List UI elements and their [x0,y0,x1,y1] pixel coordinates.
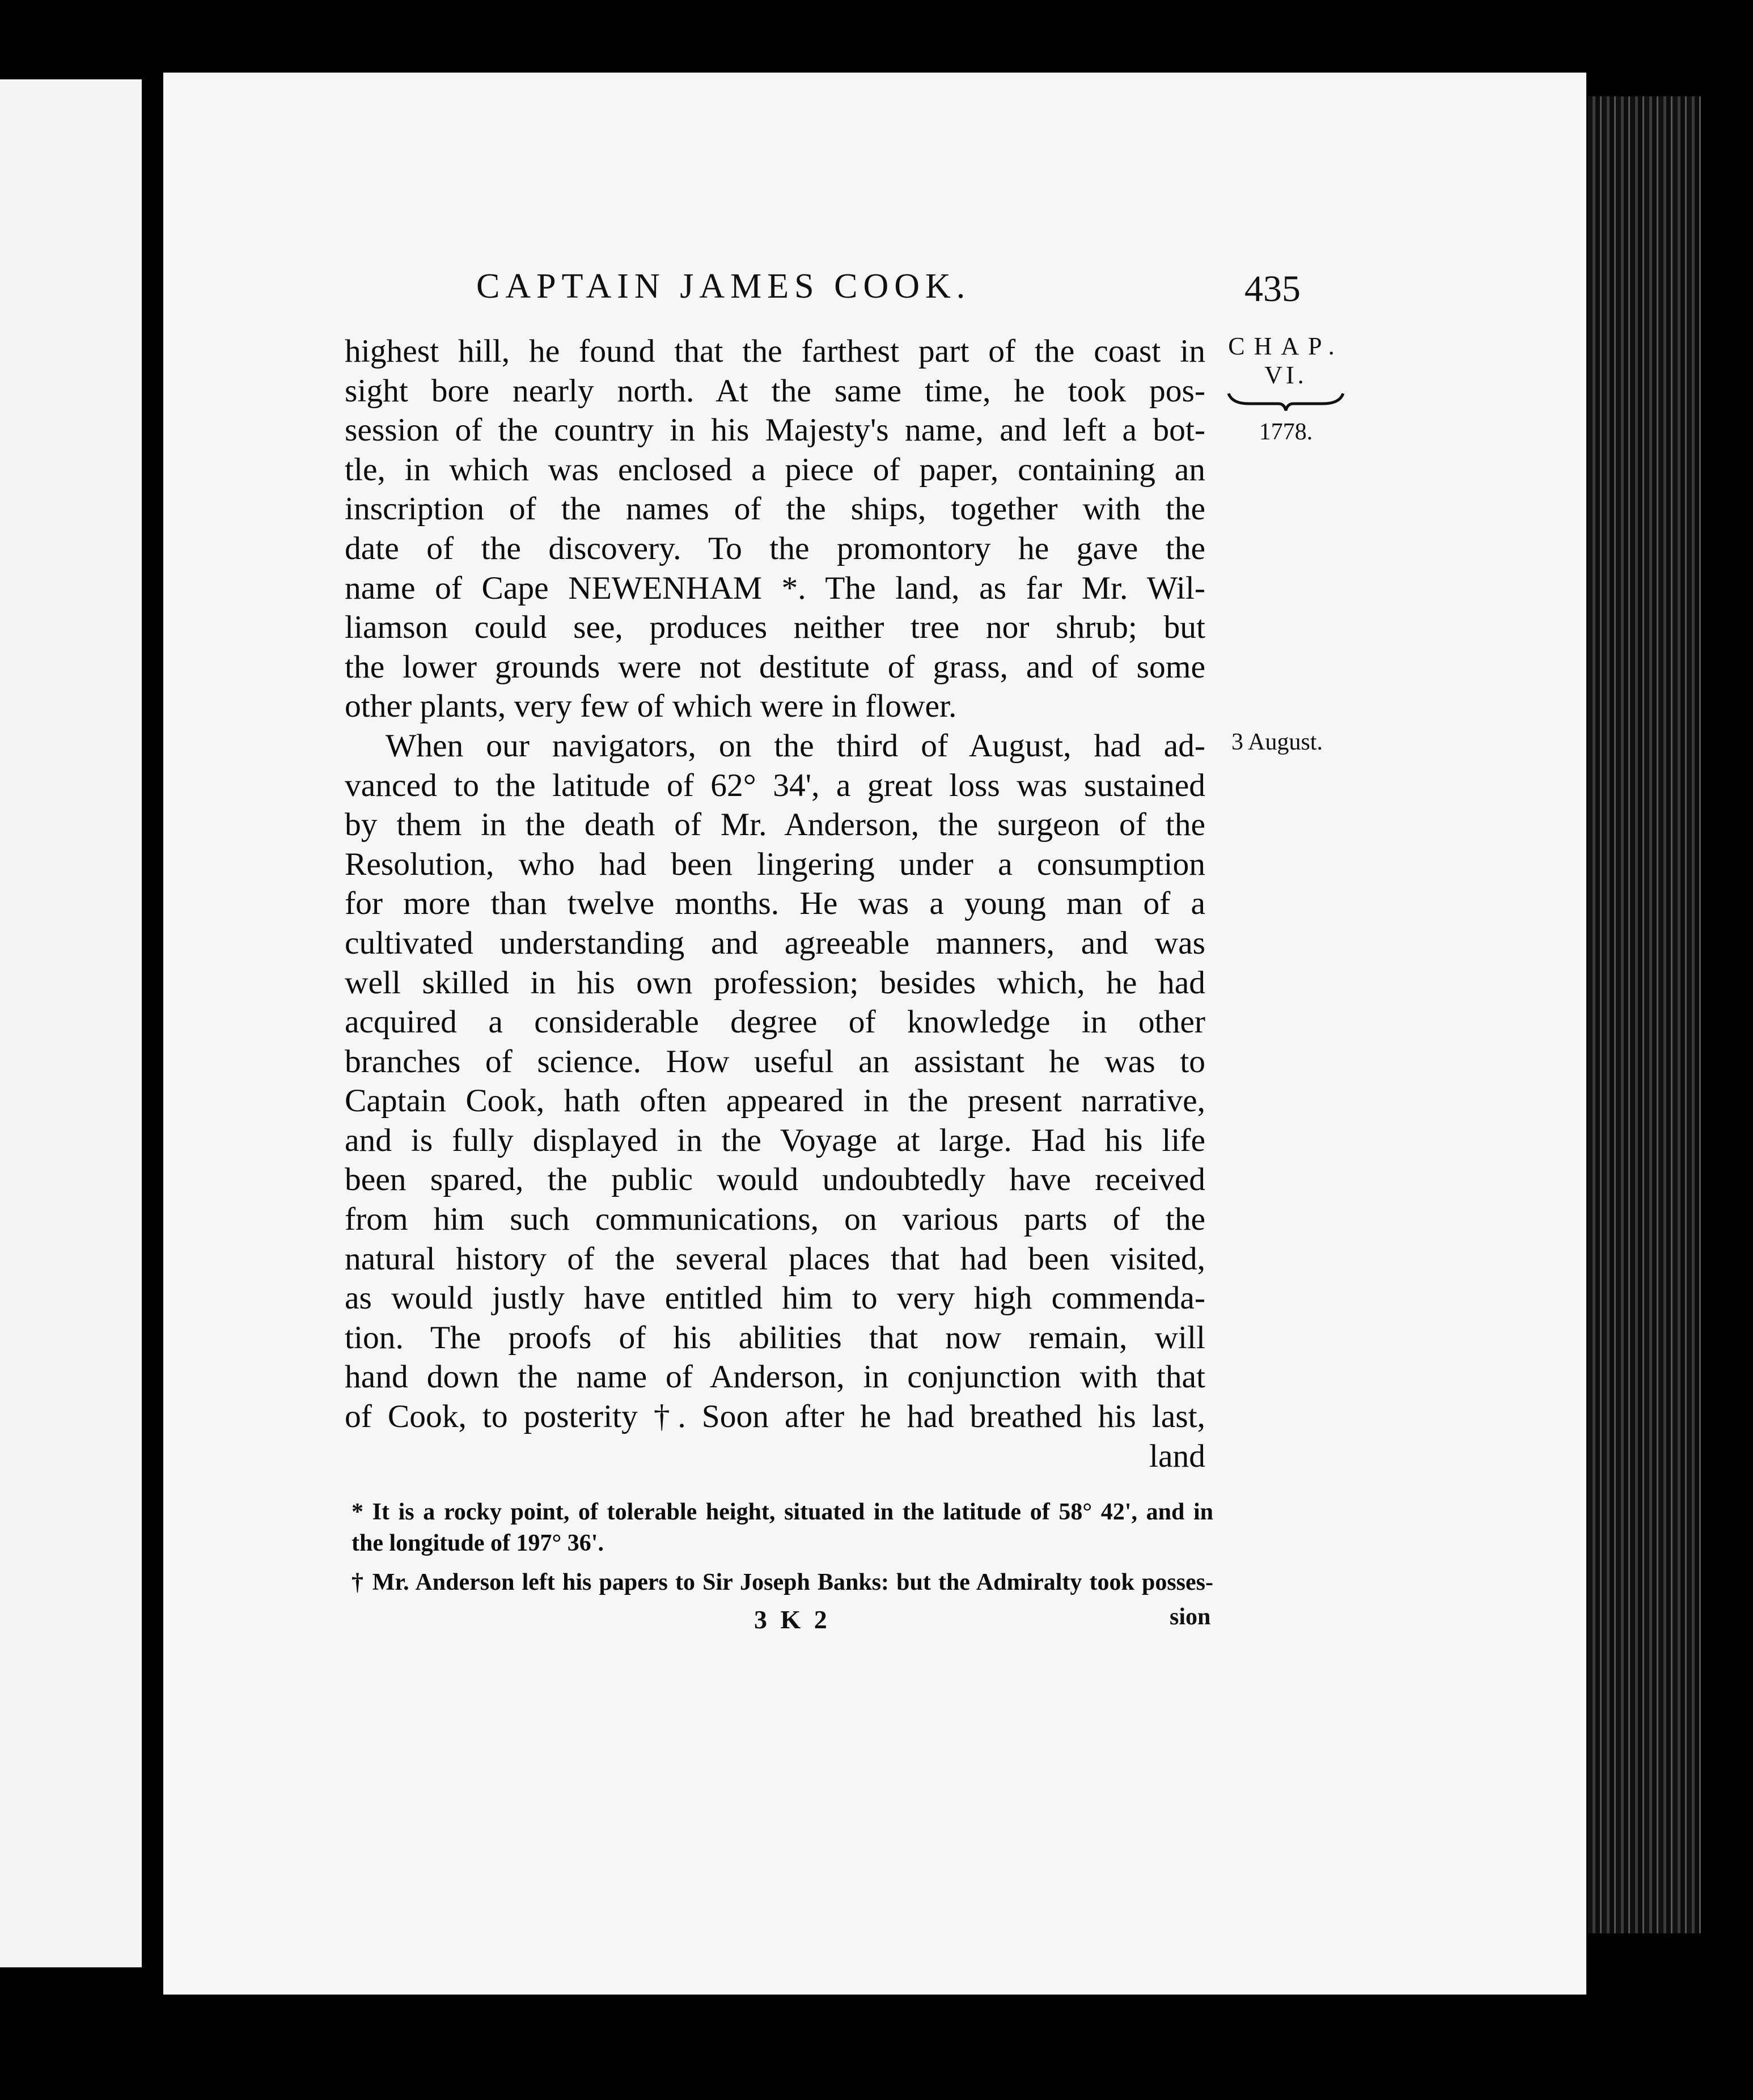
text-line: branches of science. How useful an assistant he was to [345,1043,1205,1079]
footnotes [352,1497,1213,1598]
text-line: tle, in which was enclosed a piece of paper, containing an [345,451,1205,488]
text-line: for more than twelve months. He was a young man of a [345,886,1205,922]
page-number: 435 [1244,268,1301,310]
catchword: land [1149,1438,1205,1474]
chapter-label: CHAP. [1228,332,1344,360]
footnote-line: † Mr. Anderson left his papers to Sir Joseph Banks: but the Admiralty took posses- [352,1569,1213,1595]
text-line: vanced to the latitude of 62° 34', a great loss was sustained [345,767,1205,803]
signature-mark: 3 K 2 [754,1605,831,1634]
running-head: CAPTAIN JAMES COOK. [476,267,971,306]
margin-year: 1778. [1259,419,1313,446]
text-line: When our navigators, on the third of August, had ad- [386,727,1205,764]
text-line: liamson could see, produces neither tree nor shrub; but [345,609,1205,646]
chapter-number: VI. [1264,361,1307,389]
footnote-catchword: sion [1170,1604,1211,1630]
text-line: cultivated understanding and agreeable manners, and was [345,925,1205,961]
body-text [345,332,1205,1476]
margin-date-note: 3 August. [1231,729,1323,755]
text-line: inscription of the names of the ships, together with the [345,491,1205,527]
text-line: other plants, very few of which were in flower. [345,688,957,725]
text-line: tion. The proofs of his abilities that now remain, will [345,1319,1205,1356]
footnote-line: * It is a rocky point, of tolerable height, situated in the latitude of 58° 42', and in [352,1499,1213,1525]
text-line: of Cook, to posterity †. Soon after he had breathed his last, [345,1399,1205,1435]
text-line: the lower grounds were not destitute of grass, and of some [345,649,1205,685]
text-line: by them in the death of Mr. Anderson, the surgeon of the [345,807,1205,843]
text-line: acquired a considerable degree of knowledge in other [345,1004,1205,1040]
text-line: highest hill, he found that the farthest part of the coast in [345,333,1205,369]
brace-icon [1226,390,1345,413]
text-line: well skilled in his own profession; besides which, he had [345,964,1205,1001]
text-line: natural history of the several places that had been visited, [345,1240,1205,1277]
text-line: from him such communications, on various parts of the [345,1201,1205,1238]
text-line: and is fully displayed in the Voyage at large. Had his life [345,1122,1205,1158]
text-line: date of the discovery. To the promontory he gave the [345,530,1205,566]
footnote-line: the longitude of 197° 36'. [352,1530,604,1556]
text-line: Captain Cook, hath often appeared in the present narrative, [345,1083,1205,1119]
text-line: Resolution, who had been lingering under a consumption [345,846,1205,882]
text-line: session of the country in his Majesty's name, and left a bot- [345,412,1205,448]
facing-page-edge [0,79,142,1967]
text-line: hand down the name of Anderson, in conjunction with that [345,1359,1205,1395]
text-line: been spared, the public would undoubtedly have received [345,1162,1205,1198]
page-block-edge [1587,96,1701,1933]
text-line: name of Cape NEWENHAM *. The land, as far Mr. Wil- [345,570,1205,606]
text-line: as would justly have entitled him to very high commenda- [345,1280,1205,1316]
text-line: sight bore nearly north. At the same time, he took pos- [345,372,1205,409]
margin-note-chapter [1218,332,1354,446]
